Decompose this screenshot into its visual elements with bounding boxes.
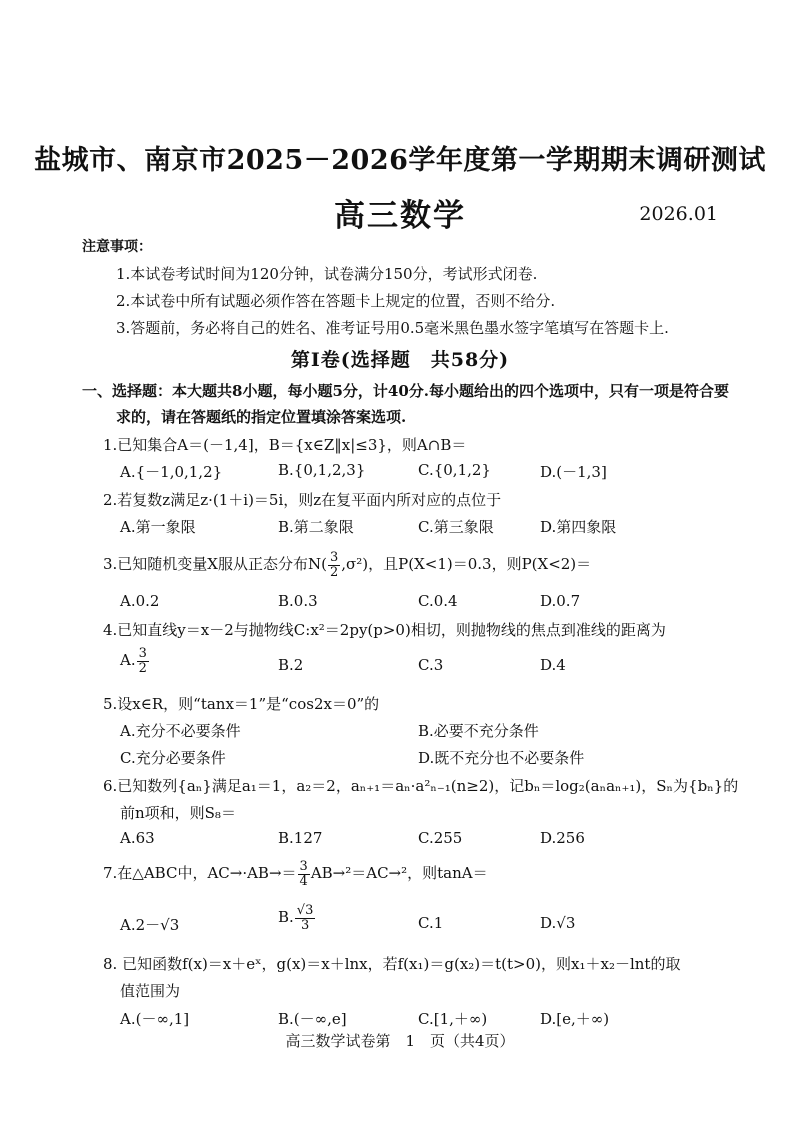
question-1-stem: 1.已知集合A＝(－1,4]，B＝{x∈Z‖x|≤3}，则A∩B＝: [103, 436, 467, 454]
question-1-option-a: A.{－1,0,1,2}: [120, 463, 223, 481]
question-2-option-a: A.第一象限: [120, 518, 196, 536]
question-3-fraction: [328, 551, 340, 579]
question-7-fraction-denominator: 4: [299, 873, 308, 889]
question-4-stem: 4.已知直线y＝x－2与抛物线C:x²＝2py(p>0)相切，则抛物线的焦点到准线的距离为: [103, 621, 666, 639]
question-8-option-b: B.(－∞,e]: [278, 1010, 347, 1028]
question-7-stem-part-a: 7.在△ABC中，AC→·AB→＝: [103, 864, 297, 883]
question-6-option-b: B.127: [278, 829, 323, 847]
exam-date: 2026.01: [639, 203, 718, 225]
question-8-option-a: A.(－∞,1]: [120, 1010, 190, 1028]
question-1-option-b: B.{0,1,2,3}: [278, 461, 366, 479]
question-7-fraction-numerator: 3: [299, 859, 308, 874]
question-6-option-d: D.256: [540, 829, 585, 847]
subject-title: 高三数学: [334, 198, 466, 234]
notice-item-1: 1.本试卷考试时间为120分钟，试卷满分150分，考试形式闭卷.: [116, 265, 538, 283]
question-3-option-b: B.0.3: [278, 592, 318, 610]
part-1-heading: 第Ⅰ卷(选择题 共58分): [290, 349, 510, 371]
section-1-instruction-line-2: 求的，请在答题纸的指定位置填涂答案选项.: [116, 408, 407, 426]
question-4-option-a: [120, 647, 150, 675]
question-4-option-b: B.2: [278, 656, 304, 674]
question-2-option-c: C.第三象限: [418, 518, 494, 536]
notice-item-3: 3.答题前，务必将自己的姓名、准考证号用0.5毫米黑色墨水签字笔填写在答题卡上.: [116, 319, 669, 337]
question-4-option-a-denominator: 2: [138, 660, 147, 676]
exam-title: 盐城市、南京市2025－2026学年度第一学期期末调研测试: [34, 145, 766, 176]
question-4-option-a-numerator: 3: [138, 646, 147, 661]
question-7-stem-part-b: AB→²＝AC→²，则tanA＝: [310, 864, 488, 883]
question-1-option-c: C.{0,1,2}: [418, 461, 491, 479]
question-7-option-d: D.√3: [540, 914, 576, 932]
question-7-option-a: A.2－√3: [120, 916, 180, 934]
question-1-option-d: D.(－1,3]: [540, 463, 607, 481]
question-5-stem: 5.设x∈R，则“tanx＝1”是“cos2x＝0”的: [103, 695, 380, 713]
question-2-option-b: B.第二象限: [278, 518, 354, 536]
question-4-option-a-label: A.: [120, 651, 136, 670]
question-3-fraction-numerator: 3: [329, 550, 339, 565]
question-5-option-b: B.必要不充分条件: [418, 722, 539, 740]
question-7-option-b-numerator: √3: [296, 903, 314, 918]
question-3-stem-part-b: ,σ²)，且P(X<1)＝0.3，则P(X<2)＝: [341, 555, 592, 574]
question-3-option-a: A.0.2: [120, 592, 160, 610]
question-7-option-b-fraction: [295, 904, 316, 932]
question-4-option-d: D.4: [540, 656, 566, 674]
question-6-stem: 6.已知数列{aₙ}满足a₁＝1，a₂＝2，aₙ₊₁＝aₙ·a²ₙ₋₁(n≥2)，记bₙ＝log₂(aₙaₙ₊₁)，Sₙ为{bₙ}的: [103, 777, 739, 795]
question-7-option-b-label: B.: [278, 908, 294, 927]
question-4-option-c: C.3: [418, 656, 444, 674]
question-7-stem: [103, 860, 488, 888]
question-3-stem: [103, 551, 591, 579]
question-5-option-d: D.既不充分也不必要条件: [418, 749, 585, 767]
question-7-option-b: [278, 904, 316, 932]
question-3-option-d: D.0.7: [540, 592, 581, 610]
question-8-option-d: D.[e,＋∞): [540, 1010, 610, 1028]
question-8-stem-line-2: 值范围为: [120, 982, 181, 1000]
question-8-stem: 8. 已知函数f(x)＝x＋eˣ，g(x)＝x＋lnx，若f(x₁)＝g(x₂)＝t(t>0)，则x₁＋x₂－lnt的取: [103, 955, 681, 973]
page-footer: 高三数学试卷第 1 页（共4页）: [285, 1032, 515, 1050]
question-5-option-a: A.充分不必要条件: [120, 722, 241, 740]
notice-heading: 注意事项：: [82, 239, 152, 255]
question-5-option-c: C.充分必要条件: [120, 749, 226, 767]
notice-item-2: 2.本试卷中所有试题必须作答在答题卡上规定的位置，否则不给分.: [116, 292, 556, 310]
question-3-option-c: C.0.4: [418, 592, 458, 610]
question-7-fraction: [298, 860, 310, 888]
question-3-fraction-denominator: 2: [329, 564, 339, 580]
question-2-stem: 2.若复数z满足z·(1＋i)＝5i，则z在复平面内所对应的点位于: [103, 491, 502, 509]
section-1-instruction-line-1: 一、选择题：本大题共8小题，每小题5分，计40分.每小题给出的四个选项中，只有一项是符合要: [82, 382, 729, 400]
question-7-option-b-denominator: 3: [300, 917, 310, 933]
question-8-option-c: C.[1,＋∞): [418, 1010, 488, 1028]
question-4-option-a-fraction: [137, 647, 149, 675]
question-3-stem-part-a: 3.已知随机变量X服从正态分布N(: [103, 555, 327, 574]
question-6-option-c: C.255: [418, 829, 463, 847]
question-7-option-c: C.1: [418, 914, 444, 932]
question-6-stem-line-2: 前n项和，则S₈＝: [120, 804, 236, 822]
question-6-option-a: A.63: [120, 829, 155, 847]
question-2-option-d: D.第四象限: [540, 518, 617, 536]
